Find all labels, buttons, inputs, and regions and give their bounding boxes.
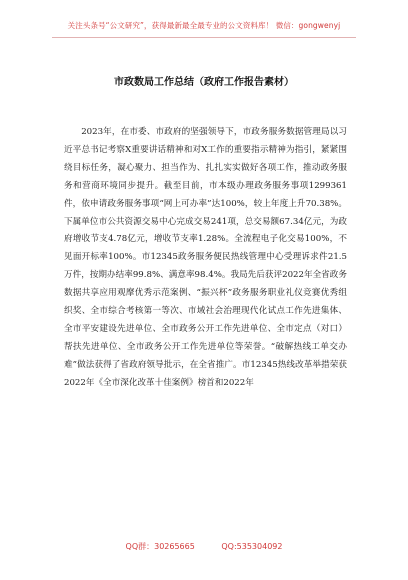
footer-contact <box>0 541 408 552</box>
body-paragraph: 2023年，在市委、市政府的坚强领导下，市政务服务数据管理局以习近平总书记考察X重要讲话精神和对X工作的重要指示精神为指引，紧紧围绕目标任务，凝心聚力、担当作为、扎扎实实做好各项工作，推动政务服务和营商环境同步提升。截至目前，市本级办理政务服务事项1299361件，依申请政务服务事项“网上可办率”达100%，较上年度上升70.38%。下属单位市公共资源交易中心完成交易241项，总交易额67.34亿元，为政府增收节支4.78亿元，增收节支率1.28%。全流程电子化交易100%，不见面开标率100%。市12345政务服务便民热线管理中心受理诉求件21.5万件，按期办结率99.8%、满意率98.4%。我局先后获评2022年全省政务数据共享应用观摩优秀示范案例、“振兴杯”政务服务职业礼仪竞赛优秀组织奖、全市综合考核第一等次、市域社会治理现代化试点工作先进集体、全市平安建设先进单位、全市政务公开工作先进单位、全市定点（对口）帮扶先进单位、全市政务公开工作先进单位等荣誉。“破解热线工单交办难”做法获得了省政府领导批示，在全省推广。市12345热线改革举措荣获2022年《全市深化改革十佳案例》榜首和2022年 <box>64 127 347 388</box>
header-divider <box>52 37 356 38</box>
footer-qq-group: QQ群：30265665 <box>125 542 195 551</box>
header-promo-text: 关注头条号“公文研究”，获得最新最全最专业的公文资料库！ 微信：gongwenyj <box>67 21 341 30</box>
document-title: 市政数局工作总结（政府工作报告素材） <box>114 77 294 88</box>
footer-qq-number: QQ:535304092 <box>221 542 283 551</box>
